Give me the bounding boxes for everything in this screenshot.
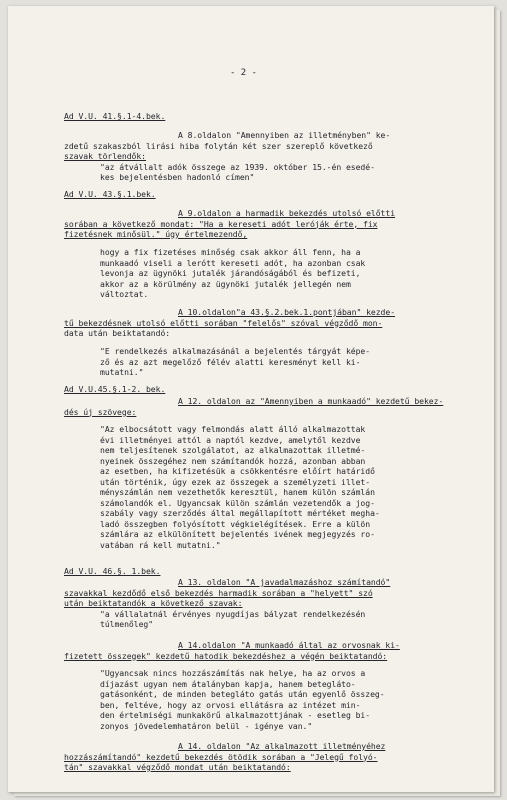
- quote-line: akkor az a körülmény az ügynöki jutalék jellegén nem: [100, 278, 351, 289]
- instruction-line: A 12. oldalon az "Amennyiben a munkaadó" kezdetű bekez-: [178, 396, 444, 406]
- instruction-line: A 14.oldalon "A munkaadó által az orvosnak ki-: [178, 640, 400, 650]
- quote-line: az esetben, ha kifizetésük a csökkentésre előírt határidő: [100, 466, 375, 476]
- quote-line: szabály vagy szerződés által megállapított mértéket megha-: [100, 508, 380, 518]
- instruction-line: sorában a következő mondat: "Ha a kereseti adót leróják érte, fix: [64, 218, 378, 229]
- instruction-line: fizetésnek minősül." úgy értelmezendő,: [64, 229, 248, 239]
- quote-line: zonyos jövedelemhatáron belül - igénye van.": [100, 720, 313, 731]
- quote-line: számlára az elkülönített bejelentés ivének megjegyzés ro-: [100, 529, 375, 539]
- quote-line: gatásonként, de minden betegláto gatás után egyenlő összeg-: [100, 689, 385, 699]
- section-heading: Ad V.U. 43.§.1.bek.: [64, 189, 156, 199]
- quote-line: "E rendelkezés alkalmazásánál a bejelentés tárgyát képe-: [100, 346, 371, 356]
- instruction-line: data után beiktatandó:: [64, 328, 171, 338]
- quote-line: változtat.: [100, 289, 149, 299]
- instruction-line: szavak törlendők:: [64, 151, 146, 161]
- quote-line: vatában rá kell mutatni.": [100, 539, 221, 550]
- quote-line: évi illetményei attól a naptól kezdve, amelytől kezdve: [100, 434, 361, 445]
- instruction-line: tán" szavakkal végződő mondat után beiktatandó:: [64, 762, 291, 772]
- quote-line: "az átvállalt adók összege az 1939. október 15.-én esedé-: [100, 161, 375, 172]
- instruction-line: A 9.oldalon a harmadik bekezdés utolsó előtti: [178, 208, 396, 218]
- quote-line: ményszámlán nem vezethetők keresztül, hanem külön számlán: [100, 487, 375, 497]
- instruction-line: A 8.oldalon "Amennyiben az illetményben" ke-: [178, 130, 391, 140]
- quote-line: kes bejelentésben hadonló címen": [100, 172, 255, 182]
- instruction-line: tű bekezdésnek utolsó előtti sorában "felelős" szóval végződő mon-: [64, 317, 383, 328]
- instruction-line: A 14. oldalon "Az alkalmazott illetményéhez: [178, 741, 386, 751]
- instruction-line: szavakkal kezdődő első bekezdés harmadik sorában a "helyett" szó: [64, 587, 373, 598]
- quote-line: ladó összegben folyósított végkielégítések. Erre a külön: [100, 518, 371, 529]
- instruction-line: után beiktatandók a következő szavak:: [64, 598, 243, 608]
- instruction-line: fizetett összegek" kezdetű hatodik bekezdéshez a végén beiktatandó:: [64, 650, 388, 661]
- instruction-line: dés új szövege:: [64, 406, 137, 417]
- quote-line: "a vállalatnál érvényes nyugdíjas bályzat rendelkezésén: [100, 608, 366, 619]
- quote-line: számolandók el. Ugyancsak külön számlán vezetendők a jog-: [100, 497, 375, 508]
- quote-line: hogy a fix fizetéses minőség csak akkor áll fenn, ha a: [100, 247, 361, 257]
- instruction-line: A 10.oldalon"a 43.§.2.bek.1.pontjában" kezde-: [178, 307, 396, 317]
- quote-line: díjazást ugyan nem átalányban kapja, hanem betegláto-: [100, 678, 356, 689]
- section-heading: Ad V.U. 41.§.1-4.bek.: [64, 111, 166, 121]
- instruction-line: hozzászámítandó" kezdetű bekezdés ötödik sorában a "Jelegű folyó-: [64, 751, 378, 762]
- page-number: - 2 -: [230, 68, 257, 78]
- quote-line: "Az elbocsátott vagy felmondás alatt álló alkalmazottak: [100, 424, 366, 434]
- quote-line: után történik, úgy ezek az összegek a személyzeti illet-: [100, 476, 371, 487]
- quote-line: ző és az azt megelőző félév alatti keresményt kell ki-: [100, 356, 361, 367]
- quote-line: ben, feltéve, hogy az orvosi ellátásra az intézet min-: [100, 699, 361, 710]
- section-heading: Ad V.U. 46.§. 1.bek.: [64, 566, 161, 576]
- quote-line: nem teljesítenek szolgálatot, az alkalmazottak illetmé-: [100, 445, 366, 455]
- quote-line: nyeinek összegéhez nem számítandók hozzá, azonban abban: [100, 455, 366, 466]
- document-page: [8, 6, 494, 792]
- quote-line: túlmenőleg": [100, 619, 154, 629]
- instruction-line: zdetű szakaszból lirási hiba folytán két szer szereplő következő: [64, 140, 373, 151]
- quote-line: munkaadó viseli a lerótt kereseti adót, ha azonban csak: [100, 257, 366, 268]
- quote-line: levonja az ügynöki jutalék járandóságából és befizeti,: [100, 268, 361, 278]
- instruction-line: A 13. oldalon "A javadalmazáshoz számítandó": [178, 577, 391, 587]
- quote-line: "Ugyancsak nincs hozzászámítás nak helye, ha az orvos a: [100, 668, 366, 678]
- quote-line: den értelmiségi munkakörű alkalmazottjának - esetleg bi-: [100, 710, 371, 720]
- quote-line: mutatni.": [100, 367, 144, 377]
- section-heading: Ad V.U.45.§.1-2. bek.: [64, 384, 166, 394]
